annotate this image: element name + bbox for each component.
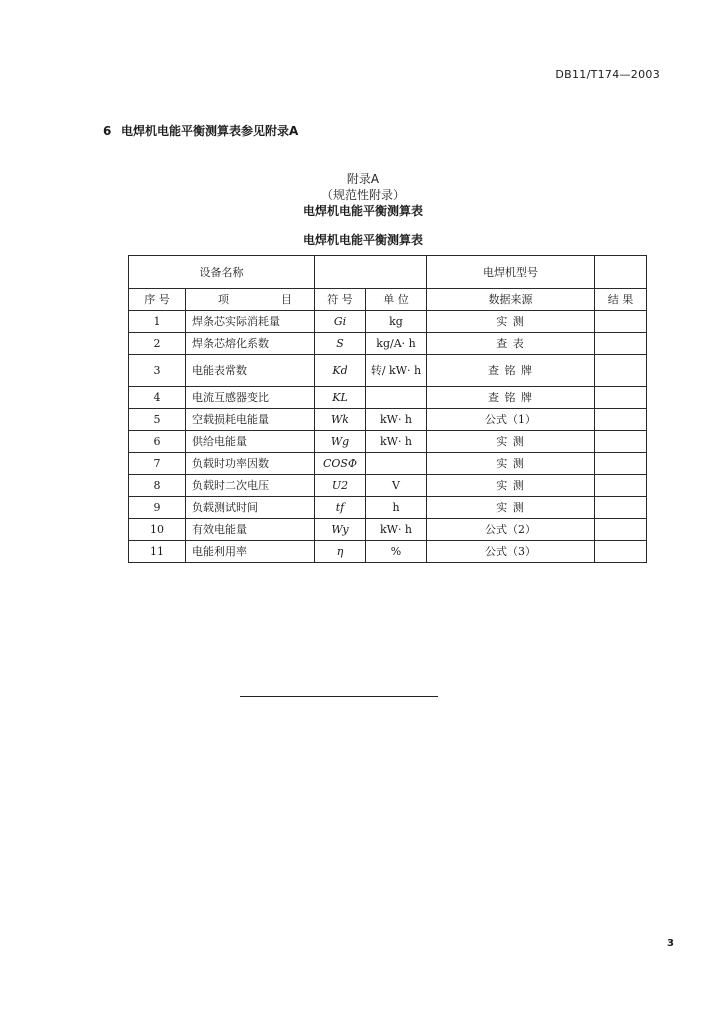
row-item: 负载时功率因数 <box>186 453 315 475</box>
table-row <box>129 453 647 475</box>
appendix-title: 电焊机电能平衡测算表 <box>302 204 423 218</box>
row-unit: kW· h <box>366 519 427 541</box>
row-source: 实 测 <box>427 497 595 519</box>
standard-code: DB11/T174—2003 <box>555 68 660 81</box>
row-unit: V <box>366 475 427 497</box>
end-separator-line <box>240 696 438 697</box>
row-item: 负载时二次电压 <box>186 475 315 497</box>
row-symbol: Wk <box>315 409 366 431</box>
row-seq: 8 <box>129 475 186 497</box>
device-info-row <box>129 256 647 289</box>
row-symbol: U2 <box>315 475 366 497</box>
row-item: 供给电能量 <box>186 431 315 453</box>
row-symbol: KL <box>315 387 366 409</box>
row-source: 实 测 <box>427 453 595 475</box>
row-seq: 5 <box>129 409 186 431</box>
row-result <box>595 355 647 387</box>
col-item <box>186 289 315 311</box>
column-header-row <box>129 289 647 311</box>
row-seq: 3 <box>129 355 186 387</box>
row-seq: 1 <box>129 311 186 333</box>
row-unit: % <box>366 541 427 563</box>
energy-balance-table <box>128 255 647 563</box>
table-row <box>129 333 647 355</box>
col-source: 数据来源 <box>427 289 595 311</box>
row-item: 电能利用率 <box>186 541 315 563</box>
col-unit: 单 位 <box>366 289 427 311</box>
model-label: 电焊机型号 <box>427 256 595 289</box>
row-item: 电能表常数 <box>186 355 315 387</box>
row-unit: kW· h <box>366 409 427 431</box>
row-symbol: tf <box>315 497 366 519</box>
table-title: 电焊机电能平衡测算表 <box>302 233 423 247</box>
section-title: 电焊机电能平衡测算表参见附录A <box>121 124 299 138</box>
table-row <box>129 497 647 519</box>
row-item: 焊条芯熔化系数 <box>186 333 315 355</box>
section-number: 6 <box>103 124 112 138</box>
row-unit <box>366 387 427 409</box>
row-result <box>595 453 647 475</box>
row-unit: kg/A· h <box>366 333 427 355</box>
row-result <box>595 431 647 453</box>
row-result <box>595 387 647 409</box>
table-row <box>129 387 647 409</box>
row-result <box>595 519 647 541</box>
col-item-left: 项 <box>218 293 229 306</box>
row-seq: 9 <box>129 497 186 519</box>
row-unit: 转/ kW· h <box>366 355 427 387</box>
row-source: 公式（3） <box>427 541 595 563</box>
row-source: 实 测 <box>427 431 595 453</box>
row-result <box>595 311 647 333</box>
row-source: 实 测 <box>427 475 595 497</box>
row-unit <box>366 453 427 475</box>
row-source: 查 表 <box>427 333 595 355</box>
table-row <box>129 475 647 497</box>
table-row <box>129 409 647 431</box>
row-seq: 10 <box>129 519 186 541</box>
col-result: 结 果 <box>595 289 647 311</box>
table-row <box>129 311 647 333</box>
row-unit: h <box>366 497 427 519</box>
row-item: 有效电能量 <box>186 519 315 541</box>
row-item: 空载损耗电能量 <box>186 409 315 431</box>
row-seq: 4 <box>129 387 186 409</box>
row-result <box>595 541 647 563</box>
row-symbol: S <box>315 333 366 355</box>
table-row <box>129 431 647 453</box>
row-result <box>595 475 647 497</box>
row-source: 公式（1） <box>427 409 595 431</box>
row-seq: 2 <box>129 333 186 355</box>
row-item: 焊条芯实际消耗量 <box>186 311 315 333</box>
row-item: 负载测试时间 <box>186 497 315 519</box>
row-seq: 11 <box>129 541 186 563</box>
row-seq: 7 <box>129 453 186 475</box>
row-result <box>595 333 647 355</box>
row-result <box>595 497 647 519</box>
section-heading <box>103 122 298 139</box>
page-number: 3 <box>667 938 674 949</box>
model-value <box>595 256 647 289</box>
row-result <box>595 409 647 431</box>
row-source: 公式（2） <box>427 519 595 541</box>
appendix-note: （规范性附录） <box>320 188 405 202</box>
device-name-label: 设备名称 <box>129 256 315 289</box>
row-source: 实 测 <box>427 311 595 333</box>
row-symbol: Wy <box>315 519 366 541</box>
appendix-label: 附录A <box>346 172 380 186</box>
col-symbol: 符 号 <box>315 289 366 311</box>
row-symbol: Gi <box>315 311 366 333</box>
device-name-value <box>315 256 427 289</box>
row-symbol: η <box>315 541 366 563</box>
col-seq: 序 号 <box>129 289 186 311</box>
row-unit: kg <box>366 311 427 333</box>
row-source: 查 铭 牌 <box>427 355 595 387</box>
row-symbol: COSΦ <box>315 453 366 475</box>
row-seq: 6 <box>129 431 186 453</box>
row-symbol: Wg <box>315 431 366 453</box>
table-row <box>129 541 647 563</box>
row-symbol: Kd <box>315 355 366 387</box>
row-unit: kW· h <box>366 431 427 453</box>
row-source: 查 铭 牌 <box>427 387 595 409</box>
row-item: 电流互感器变比 <box>186 387 315 409</box>
table-row <box>129 355 647 387</box>
col-item-right: 目 <box>281 293 292 306</box>
table-row <box>129 519 647 541</box>
